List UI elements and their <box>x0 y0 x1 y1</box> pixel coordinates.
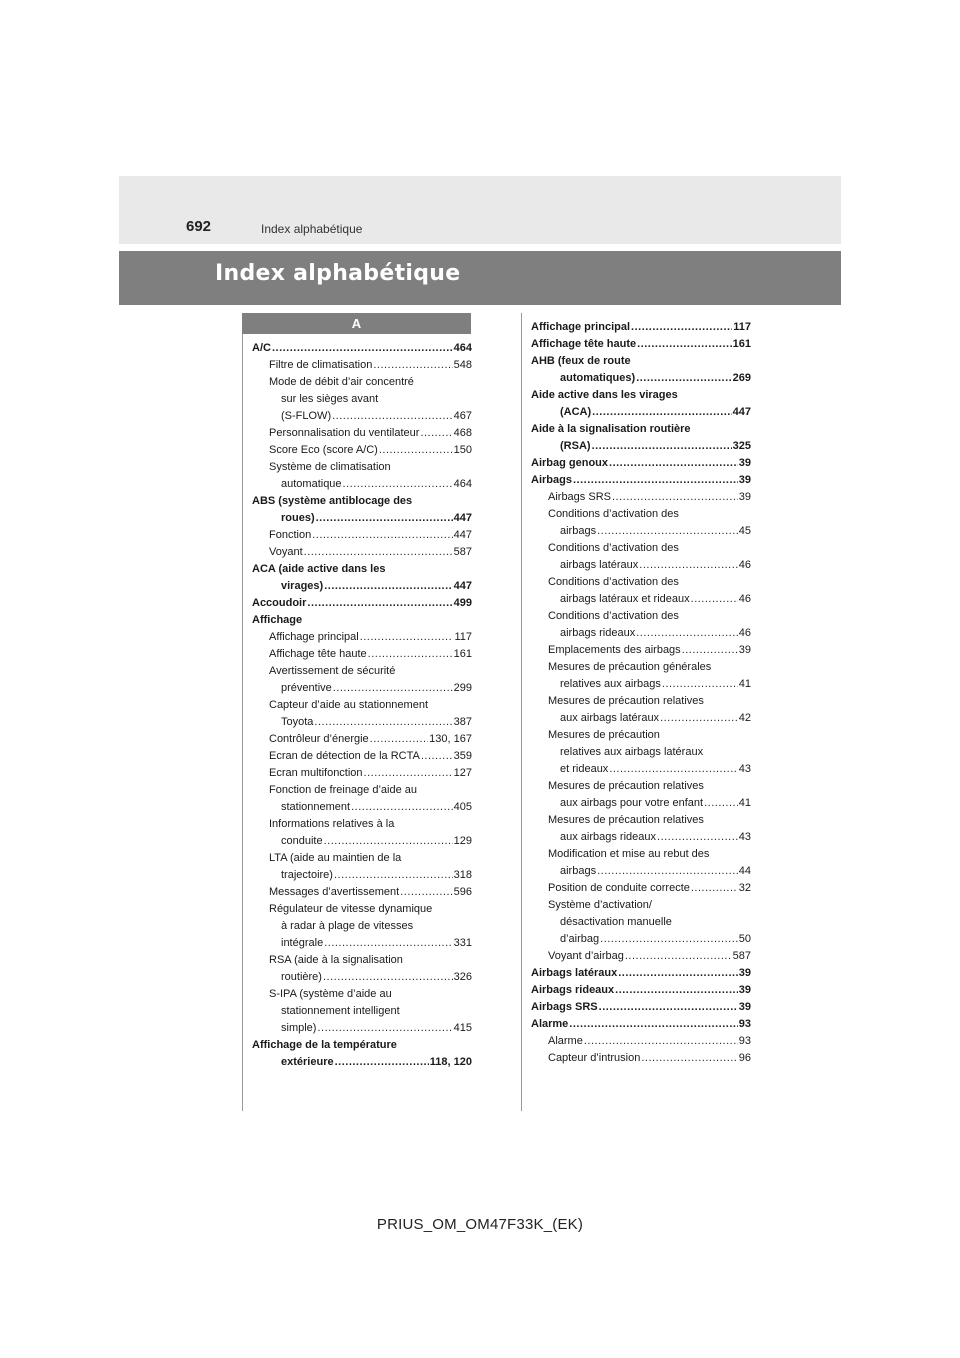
index-term: Emplacements des airbags <box>548 644 681 656</box>
page-ref: 299 <box>453 682 472 694</box>
index-term: Messages d’avertissement <box>269 886 400 898</box>
page-ref: 45 <box>738 525 751 537</box>
index-term: (S-FLOW) <box>281 410 332 422</box>
index-entry <box>531 404 751 421</box>
index-term: aux airbags latéraux <box>560 712 660 724</box>
index-term: Affichage principal <box>269 631 359 643</box>
index-entry <box>531 880 751 897</box>
page-ref: 93 <box>738 1018 751 1030</box>
leader-dots <box>272 340 453 357</box>
index-entry <box>531 965 751 982</box>
index-term: airbags rideaux <box>560 627 636 639</box>
index-term: aux airbags rideaux <box>560 831 657 843</box>
index-entry <box>531 676 751 693</box>
index-entry <box>531 591 751 608</box>
index-entry <box>252 833 472 850</box>
page-ref: 117 <box>454 631 472 643</box>
index-term: Airbags rideaux <box>531 984 615 996</box>
leader-dots <box>609 761 737 778</box>
index-heading-line: à radar à plage de vitesses <box>281 920 414 932</box>
index-entry <box>531 982 751 999</box>
index-entry <box>252 646 472 663</box>
index-entry <box>531 489 751 506</box>
index-heading-line: Fonction de freinage d’aide au <box>269 784 417 796</box>
leader-dots <box>612 489 738 506</box>
page-ref: 96 <box>738 1052 751 1064</box>
index-heading-line: Aide à la signalisation routière <box>531 423 691 435</box>
index-term: routière) <box>281 971 322 983</box>
index-entry <box>531 370 751 387</box>
page-ref: 150 <box>453 444 472 456</box>
leader-dots <box>584 1033 738 1050</box>
leader-dots <box>335 1054 429 1071</box>
index-entry <box>531 795 751 812</box>
page-ref: 50 <box>738 933 751 945</box>
index-term: relatives aux airbags <box>560 678 661 690</box>
index-entry <box>252 408 472 425</box>
leader-dots <box>597 863 738 880</box>
index-term: Personnalisation du ventilateur <box>269 427 420 439</box>
index-term: Position de conduite correcte <box>548 882 690 894</box>
leader-dots <box>636 625 738 642</box>
index-term: Capteur d’intrusion <box>548 1052 641 1064</box>
leader-dots <box>332 408 453 425</box>
index-entry <box>252 544 472 561</box>
index-term: airbags latéraux et rideaux <box>560 593 690 605</box>
index-entry <box>531 761 751 778</box>
leader-dots <box>317 1020 452 1037</box>
leader-dots <box>597 523 738 540</box>
index-entry <box>531 931 751 948</box>
page-ref: 41 <box>738 678 751 690</box>
index-term: conduite <box>281 835 323 847</box>
index-heading-line: Mesures de précaution relatives <box>548 780 704 792</box>
index-entry <box>531 999 751 1016</box>
index-entry <box>252 340 472 357</box>
page-ref: 587 <box>732 950 751 962</box>
index-term: Contrôleur d’énergie <box>269 733 369 745</box>
index-entry <box>531 455 751 472</box>
leader-dots <box>379 442 453 459</box>
index-entry <box>252 476 472 493</box>
page-ref: 118, 120 <box>429 1056 472 1068</box>
leader-dots <box>573 472 738 489</box>
index-entry <box>252 969 472 986</box>
index-term: stationnement <box>281 801 351 813</box>
index-entry <box>531 336 751 353</box>
index-entry <box>252 510 472 527</box>
index-term: Airbags SRS <box>531 1001 598 1013</box>
leader-dots <box>569 1016 737 1033</box>
page-ref: 548 <box>453 359 472 371</box>
index-term: trajectoire) <box>281 869 333 881</box>
index-column-right <box>531 319 751 1067</box>
page-ref: 405 <box>453 801 472 813</box>
leader-dots <box>631 319 732 336</box>
index-heading-line: Capteur d’aide au stationnement <box>269 699 428 711</box>
index-term: Affichage principal <box>531 321 631 333</box>
index-term: Affichage tête haute <box>531 338 637 350</box>
page-ref: 499 <box>453 597 472 609</box>
index-entry <box>252 935 472 952</box>
page-ref: 325 <box>732 440 751 452</box>
page-title: Index alphabétique <box>215 261 461 286</box>
leader-dots <box>368 646 453 663</box>
index-term: (RSA) <box>560 440 591 452</box>
index-heading-line: Conditions d’activation des <box>548 576 679 588</box>
leader-dots <box>641 1050 737 1067</box>
index-term: airbags <box>560 525 597 537</box>
leader-dots <box>333 680 453 697</box>
index-entry <box>531 948 751 965</box>
index-heading-line: AHB (feux de route <box>531 355 631 367</box>
index-entry <box>531 642 751 659</box>
leader-dots <box>682 642 738 659</box>
page-ref: 129 <box>453 835 472 847</box>
index-heading-line: ACA (aide active dans les <box>252 563 386 575</box>
index-term: (ACA) <box>560 406 592 418</box>
index-heading-line: Système d’activation/ <box>548 899 652 911</box>
leader-dots <box>599 999 738 1016</box>
index-entry <box>252 680 472 697</box>
header-band <box>119 176 841 244</box>
index-heading-line: Mesures de précaution relatives <box>548 695 704 707</box>
page-ref: 42 <box>738 712 751 724</box>
index-term: Voyant <box>269 546 303 558</box>
index-entry <box>252 442 472 459</box>
index-heading-line: S-IPA (système d’aide au <box>269 988 392 1000</box>
leader-dots <box>420 425 452 442</box>
leader-dots <box>691 591 738 608</box>
index-term: Fonction <box>269 529 312 541</box>
leader-dots <box>637 336 732 353</box>
index-entry <box>531 863 751 880</box>
index-term: Ecran de détection de la RCTA <box>269 750 420 762</box>
page-ref: 39 <box>738 644 751 656</box>
index-term: airbags <box>560 865 597 877</box>
index-entry <box>252 1054 472 1071</box>
page-ref: 127 <box>453 767 472 779</box>
leader-dots <box>636 370 731 387</box>
leader-dots <box>639 557 737 574</box>
leader-dots <box>324 578 452 595</box>
index-heading-line: Affichage <box>252 614 303 626</box>
index-term: Alarme <box>548 1035 583 1047</box>
index-entry <box>531 557 751 574</box>
index-term: et rideaux <box>560 763 609 775</box>
index-term: Score Eco (score A/C) <box>269 444 378 456</box>
index-term: Alarme <box>531 1018 569 1030</box>
index-term: airbags latéraux <box>560 559 639 571</box>
page-ref: 359 <box>453 750 472 762</box>
index-heading-line: Système de climatisation <box>269 461 391 473</box>
page-ref: 93 <box>738 1035 751 1047</box>
index-entry <box>531 472 751 489</box>
page-ref: 447 <box>453 529 472 541</box>
page-ref: 43 <box>738 831 751 843</box>
index-heading-line: Avertissement de sécurité <box>269 665 396 677</box>
page-ref: 447 <box>732 406 751 418</box>
index-entry <box>252 748 472 765</box>
page-ref: 447 <box>453 512 472 524</box>
leader-dots <box>351 799 453 816</box>
index-entry <box>252 884 472 901</box>
leader-dots <box>704 795 738 812</box>
index-entry <box>252 578 472 595</box>
index-entry <box>531 1050 751 1067</box>
leader-dots <box>324 935 452 952</box>
leader-dots <box>307 595 452 612</box>
index-term: Airbags <box>531 474 572 486</box>
index-entry <box>252 357 472 374</box>
index-entry <box>531 523 751 540</box>
page-ref: 464 <box>453 342 472 354</box>
index-heading-line: Mesures de précaution générales <box>548 661 712 673</box>
index-term: Filtre de climatisation <box>269 359 373 371</box>
page-ref: 596 <box>453 886 472 898</box>
index-entry <box>252 765 472 782</box>
page-ref: 46 <box>738 559 751 571</box>
page-ref: 468 <box>453 427 472 439</box>
leader-dots <box>615 982 738 999</box>
index-entry <box>531 829 751 846</box>
leader-dots <box>364 765 453 782</box>
leader-dots <box>600 931 738 948</box>
index-entry <box>531 710 751 727</box>
index-heading-line: désactivation manuelle <box>560 916 672 928</box>
leader-dots <box>592 404 731 421</box>
index-term: automatique <box>281 478 342 490</box>
index-entry <box>252 799 472 816</box>
index-term: roues) <box>281 512 315 524</box>
index-heading-line: Aide active dans les virages <box>531 389 678 401</box>
index-heading-line: Mesures de précaution relatives <box>548 814 704 826</box>
index-entry <box>531 1033 751 1050</box>
index-heading-line: RSA (aide à la signalisation <box>269 954 403 966</box>
leader-dots <box>421 748 453 765</box>
left-column-rule <box>242 334 243 1111</box>
leader-dots <box>592 438 732 455</box>
index-term: intégrale <box>281 937 324 949</box>
page-ref: 43 <box>738 763 751 775</box>
index-heading-line: Informations relatives à la <box>269 818 395 830</box>
document-footer: PRIUS_OM_OM47F33K_(EK) <box>376 1216 584 1233</box>
index-entry <box>531 438 751 455</box>
index-term: Airbags SRS <box>548 491 611 503</box>
index-heading-line: LTA (aide au maintien de la <box>269 852 402 864</box>
page-ref: 39 <box>738 474 751 486</box>
leader-dots <box>334 867 453 884</box>
leader-dots <box>314 714 452 731</box>
index-term: Voyant d’airbag <box>548 950 624 962</box>
index-entry <box>531 319 751 336</box>
leader-dots <box>609 455 738 472</box>
leader-dots <box>323 969 453 986</box>
leader-dots <box>625 948 732 965</box>
index-term: A/C <box>252 342 271 354</box>
index-heading-line: Conditions d’activation des <box>548 542 679 554</box>
page-ref: 39 <box>738 491 751 503</box>
page-ref: 41 <box>738 797 751 809</box>
index-heading-line: relatives aux airbags latéraux <box>560 746 704 758</box>
page-ref: 318 <box>453 869 472 881</box>
page-ref: 387 <box>453 716 472 728</box>
page-ref: 447 <box>453 580 472 592</box>
index-entry <box>252 714 472 731</box>
index-term: Accoudoir <box>252 597 307 609</box>
index-entry <box>252 595 472 612</box>
index-heading-line: stationnement intelligent <box>281 1005 400 1017</box>
index-term: Ecran multifonction <box>269 767 363 779</box>
index-term: simple) <box>281 1022 317 1034</box>
page-ref: 326 <box>453 971 472 983</box>
index-heading-line: Mode de débit d’air concentré <box>269 376 414 388</box>
index-entry <box>531 625 751 642</box>
index-heading-line: Régulateur de vitesse dynamique <box>269 903 433 915</box>
leader-dots <box>312 527 452 544</box>
index-term: Airbags latéraux <box>531 967 618 979</box>
index-term: automatiques) <box>560 372 636 384</box>
page-ref: 32 <box>738 882 751 894</box>
index-entry <box>252 1020 472 1037</box>
index-term: virages) <box>281 580 324 592</box>
leader-dots <box>370 731 429 748</box>
running-title: Index alphabétique <box>261 222 363 236</box>
leader-dots <box>316 510 453 527</box>
leader-dots <box>373 357 452 374</box>
index-entry <box>252 425 472 442</box>
index-term: extérieure <box>281 1056 334 1068</box>
page-ref: 467 <box>453 410 472 422</box>
leader-dots <box>360 629 454 646</box>
index-column-left <box>252 340 472 1071</box>
page-ref: 464 <box>453 478 472 490</box>
page-ref: 130, 167 <box>429 733 472 745</box>
index-heading-line: Conditions d’activation des <box>548 508 679 520</box>
page-ref: 46 <box>738 627 751 639</box>
index-entry <box>252 629 472 646</box>
page-number: 692 <box>186 218 212 235</box>
index-term: Airbag genoux <box>531 457 609 469</box>
index-heading-line: Conditions d’activation des <box>548 610 679 622</box>
page-ref: 39 <box>738 457 751 469</box>
page-ref: 39 <box>738 967 751 979</box>
page-ref: 331 <box>453 937 472 949</box>
leader-dots <box>660 710 738 727</box>
page-ref: 415 <box>453 1022 472 1034</box>
leader-dots <box>618 965 738 982</box>
index-entry <box>252 731 472 748</box>
index-heading-line: ABS (système antiblocage des <box>252 495 413 507</box>
page-ref: 587 <box>453 546 472 558</box>
index-term: Toyota <box>281 716 314 728</box>
index-term: préventive <box>281 682 332 694</box>
leader-dots <box>343 476 453 493</box>
page-ref: 46 <box>738 593 751 605</box>
page-ref: 44 <box>738 865 751 877</box>
page-ref: 269 <box>732 372 751 384</box>
leader-dots <box>691 880 738 897</box>
index-entry <box>252 867 472 884</box>
page-ref: 161 <box>732 338 751 350</box>
leader-dots <box>304 544 453 561</box>
leader-dots <box>662 676 738 693</box>
page-ref: 117 <box>733 321 751 333</box>
index-term: aux airbags pour votre enfant <box>560 797 704 809</box>
leader-dots <box>400 884 452 901</box>
page-ref: 39 <box>738 1001 751 1013</box>
leader-dots <box>324 833 453 850</box>
index-term: d’airbag <box>560 933 600 945</box>
leader-dots <box>657 829 738 846</box>
index-heading-line: Modification et mise au rebut des <box>548 848 710 860</box>
index-entry <box>531 1016 751 1033</box>
index-heading-line: Affichage de la température <box>252 1039 397 1051</box>
index-term: Affichage tête haute <box>269 648 367 660</box>
index-entry <box>252 527 472 544</box>
right-column-rule <box>521 313 522 1111</box>
page-ref: 39 <box>738 984 751 996</box>
section-letter: A <box>242 313 471 334</box>
index-heading-line: sur les sièges avant <box>281 393 379 405</box>
index-heading-line: Mesures de précaution <box>548 729 660 741</box>
page-ref: 161 <box>453 648 472 660</box>
